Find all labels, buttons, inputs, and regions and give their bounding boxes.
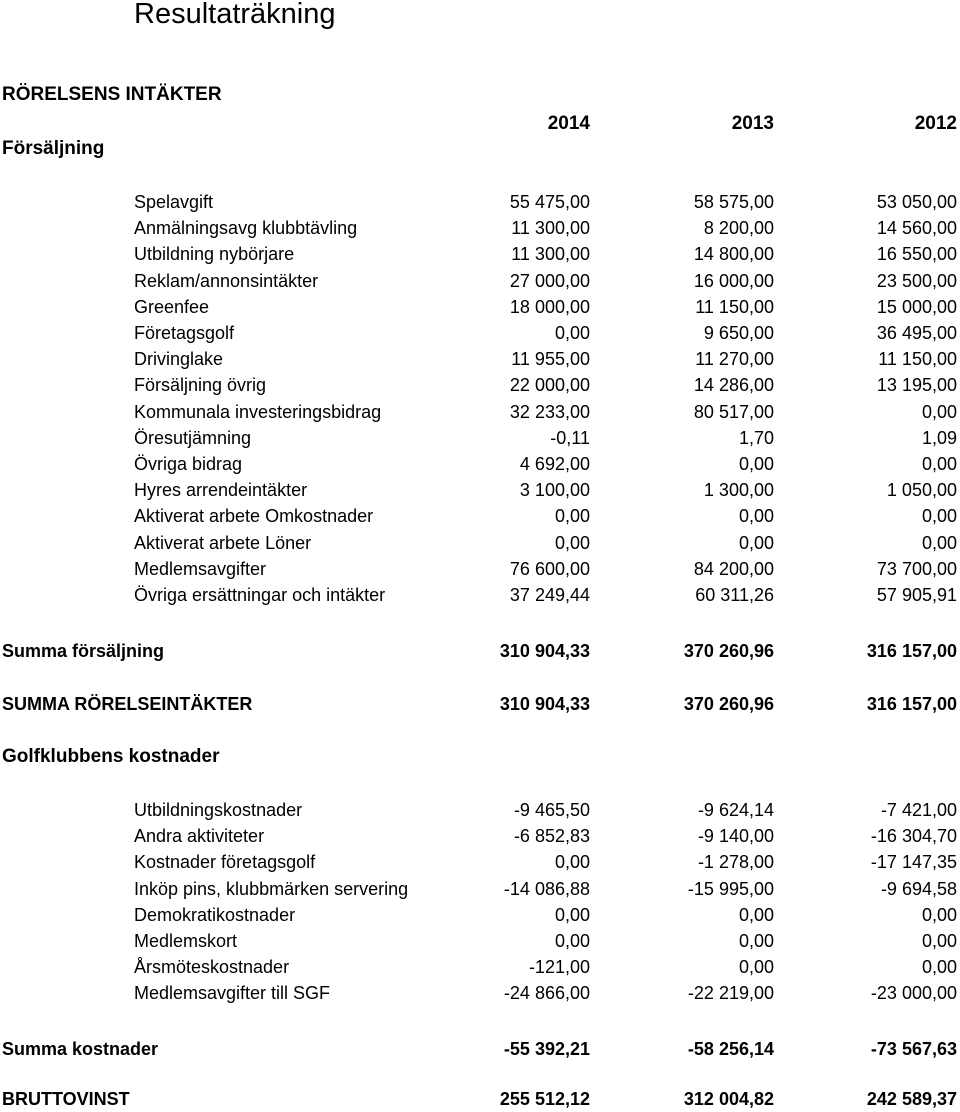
value-2012: 0,00 — [921, 532, 957, 553]
row-label: Andra aktiviteter — [134, 826, 265, 847]
row-label: Demokratikostnader — [134, 904, 296, 925]
table-row — [0, 823, 960, 849]
value-2014: 76 600,00 — [509, 558, 590, 579]
page-title: Resultaträkning — [134, 0, 336, 30]
value-2013: 8 200,00 — [703, 218, 774, 239]
table-row — [0, 902, 960, 928]
value-2013: -22 219,00 — [687, 983, 774, 1004]
value-2014: 3 100,00 — [519, 480, 590, 501]
value-2012: 0,00 — [921, 931, 957, 951]
row-label: Övriga bidrag — [134, 454, 243, 474]
value-2013: 0,00 — [738, 931, 774, 951]
value-2013: -58 256,14 — [687, 1039, 774, 1059]
table-row — [0, 372, 960, 398]
sum-operating-income-row — [0, 691, 960, 717]
table-row — [0, 797, 960, 823]
table-row — [0, 556, 960, 582]
row-label: Öresutjämning — [134, 427, 252, 448]
table-row — [0, 849, 960, 875]
row-label: Medlemsavgifter — [134, 558, 267, 579]
value-2012: 11 150,00 — [878, 349, 957, 370]
table-row — [0, 399, 960, 425]
row-label: Aktiverat arbete Omkostnader — [134, 506, 374, 527]
value-2014: 27 000,00 — [509, 270, 590, 291]
value-2014: 11 300,00 — [511, 244, 590, 265]
value-2012: 14 560,00 — [876, 218, 957, 239]
value-2014: 310 904,33 — [499, 694, 590, 714]
value-2013: 60 311,26 — [695, 585, 774, 605]
row-label: SUMMA RÖRELSEINTÄKTER — [2, 694, 253, 714]
value-2014: 0,00 — [554, 323, 590, 343]
value-2013: -9 140,00 — [697, 826, 774, 847]
table-row — [0, 425, 960, 451]
value-2014: 0,00 — [554, 931, 590, 951]
table-row — [0, 320, 960, 346]
sales-heading: Försäljning — [2, 138, 105, 159]
table-row — [0, 582, 960, 608]
row-label: Företagsgolf — [134, 323, 235, 343]
value-2012: 0,00 — [921, 957, 957, 978]
value-2013: 9 650,00 — [703, 323, 774, 343]
value-2013: 370 260,96 — [683, 641, 774, 661]
value-2012: -73 567,63 — [870, 1039, 957, 1059]
value-2014: 11 300,00 — [511, 218, 590, 239]
value-2013: -15 995,00 — [687, 878, 774, 899]
value-2012: 316 157,00 — [866, 641, 957, 661]
value-2014: 4 692,00 — [519, 454, 590, 474]
value-2012: 13 195,00 — [876, 375, 957, 396]
row-label: Greenfee — [134, 296, 210, 317]
value-2014: 32 233,00 — [509, 401, 590, 422]
table-row — [0, 346, 960, 372]
value-2013: 14 286,00 — [693, 375, 774, 396]
year-header-2: 2013 — [731, 113, 774, 134]
value-2013: 1,70 — [738, 427, 774, 448]
row-label: Hyres arrendeintäkter — [134, 480, 308, 501]
value-2014: 0,00 — [554, 532, 590, 553]
sum-costs-row — [0, 1036, 960, 1062]
value-2012: 16 550,00 — [876, 244, 957, 265]
year-header-1: 2014 — [547, 113, 590, 134]
value-2013: 0,00 — [738, 506, 774, 527]
value-2014: 255 512,12 — [499, 1089, 590, 1109]
section-heading-operating-income: RÖRELSENS INTÄKTER — [2, 84, 222, 105]
value-2014: 310 904,33 — [499, 641, 590, 661]
table-row — [0, 189, 960, 215]
value-2014: 22 000,00 — [509, 375, 590, 396]
row-label: Summa försäljning — [2, 641, 165, 661]
value-2012: -16 304,70 — [870, 826, 957, 847]
row-label: Övriga ersättningar och intäkter — [134, 585, 386, 605]
value-2012: -9 694,58 — [880, 878, 957, 899]
table-row — [0, 451, 960, 477]
row-label: Drivinglake — [134, 349, 224, 370]
row-label: Reklam/annonsintäkter — [134, 270, 319, 291]
value-2012: 15 000,00 — [876, 296, 957, 317]
value-2013: -9 624,14 — [697, 800, 774, 820]
value-2014: -0,11 — [550, 427, 590, 448]
row-label: Summa kostnader — [2, 1039, 159, 1059]
value-2013: 14 800,00 — [693, 244, 774, 265]
table-row — [0, 876, 960, 902]
value-2012: -7 421,00 — [880, 800, 957, 820]
table-row — [0, 530, 960, 556]
value-2012: 23 500,00 — [876, 270, 957, 291]
table-row — [0, 268, 960, 294]
table-row — [0, 980, 960, 1006]
value-2014: -6 852,83 — [513, 826, 590, 847]
table-row — [0, 503, 960, 529]
value-2013: 312 004,82 — [683, 1089, 774, 1109]
value-2014: 11 955,00 — [511, 349, 590, 370]
value-2013: 0,00 — [738, 532, 774, 553]
row-label: Inköp pins, klubbmärken servering — [134, 878, 409, 899]
table-row — [0, 215, 960, 241]
value-2012: 36 495,00 — [876, 323, 957, 343]
value-2012: 1 050,00 — [886, 480, 957, 501]
row-label: Årsmöteskostnader — [134, 957, 290, 978]
value-2013: 58 575,00 — [693, 192, 774, 212]
table-row — [0, 241, 960, 267]
value-2012: 53 050,00 — [876, 192, 957, 212]
row-label: Kostnader företagsgolf — [134, 852, 316, 873]
value-2014: -55 392,21 — [503, 1039, 590, 1059]
row-label: Anmälningsavg klubbtävling — [134, 218, 358, 239]
value-2013: 80 517,00 — [693, 401, 774, 422]
value-2012: 0,00 — [921, 401, 957, 422]
value-2014: 18 000,00 — [509, 296, 590, 317]
row-label: Aktiverat arbete Löner — [134, 532, 312, 553]
gross-profit-row — [0, 1086, 960, 1112]
value-2013: 1 300,00 — [703, 480, 774, 501]
value-2014: -121,00 — [528, 957, 590, 978]
value-2012: -23 000,00 — [870, 983, 957, 1004]
row-label: Spelavgift — [134, 192, 214, 212]
value-2013: 16 000,00 — [693, 270, 774, 291]
value-2014: 37 249,44 — [509, 585, 590, 605]
value-2013: 11 150,00 — [695, 296, 774, 317]
value-2013: 0,00 — [738, 904, 774, 925]
value-2014: -9 465,50 — [513, 800, 590, 820]
value-2014: 0,00 — [554, 506, 590, 527]
value-2012: 1,09 — [921, 427, 957, 448]
table-row — [0, 928, 960, 954]
row-label: Medlemskort — [134, 931, 238, 951]
year-header-3: 2012 — [914, 113, 957, 134]
sum-sales-row — [0, 638, 960, 664]
row-label: BRUTTOVINST — [2, 1089, 130, 1109]
row-label: Kommunala investeringsbidrag — [134, 401, 382, 422]
value-2013: 84 200,00 — [693, 558, 774, 579]
value-2012: 0,00 — [921, 904, 957, 925]
value-2014: -24 866,00 — [503, 983, 590, 1004]
value-2012: 73 700,00 — [876, 558, 957, 579]
value-2013: 11 270,00 — [695, 349, 774, 370]
value-2012: 316 157,00 — [866, 694, 957, 714]
row-label: Utbildning nybörjare — [134, 244, 295, 265]
value-2014: 0,00 — [554, 852, 590, 873]
table-row — [0, 477, 960, 503]
value-2012: 242 589,37 — [866, 1089, 957, 1109]
value-2014: 0,00 — [554, 904, 590, 925]
table-row — [0, 954, 960, 980]
row-label: Medlemsavgifter till SGF — [134, 983, 331, 1004]
value-2014: 55 475,00 — [509, 192, 590, 212]
value-2014: -14 086,88 — [503, 878, 590, 899]
value-2012: 0,00 — [921, 454, 957, 474]
value-2013: 0,00 — [738, 454, 774, 474]
costs-heading: Golfklubbens kostnader — [2, 746, 220, 767]
value-2013: 370 260,96 — [683, 694, 774, 714]
value-2013: -1 278,00 — [697, 852, 774, 873]
value-2012: -17 147,35 — [870, 852, 957, 873]
row-label: Försäljning övrig — [134, 375, 267, 396]
row-label: Utbildningskostnader — [134, 800, 303, 820]
value-2013: 0,00 — [738, 957, 774, 978]
value-2012: 57 905,91 — [876, 585, 957, 605]
value-2012: 0,00 — [921, 506, 957, 527]
table-row — [0, 294, 960, 320]
